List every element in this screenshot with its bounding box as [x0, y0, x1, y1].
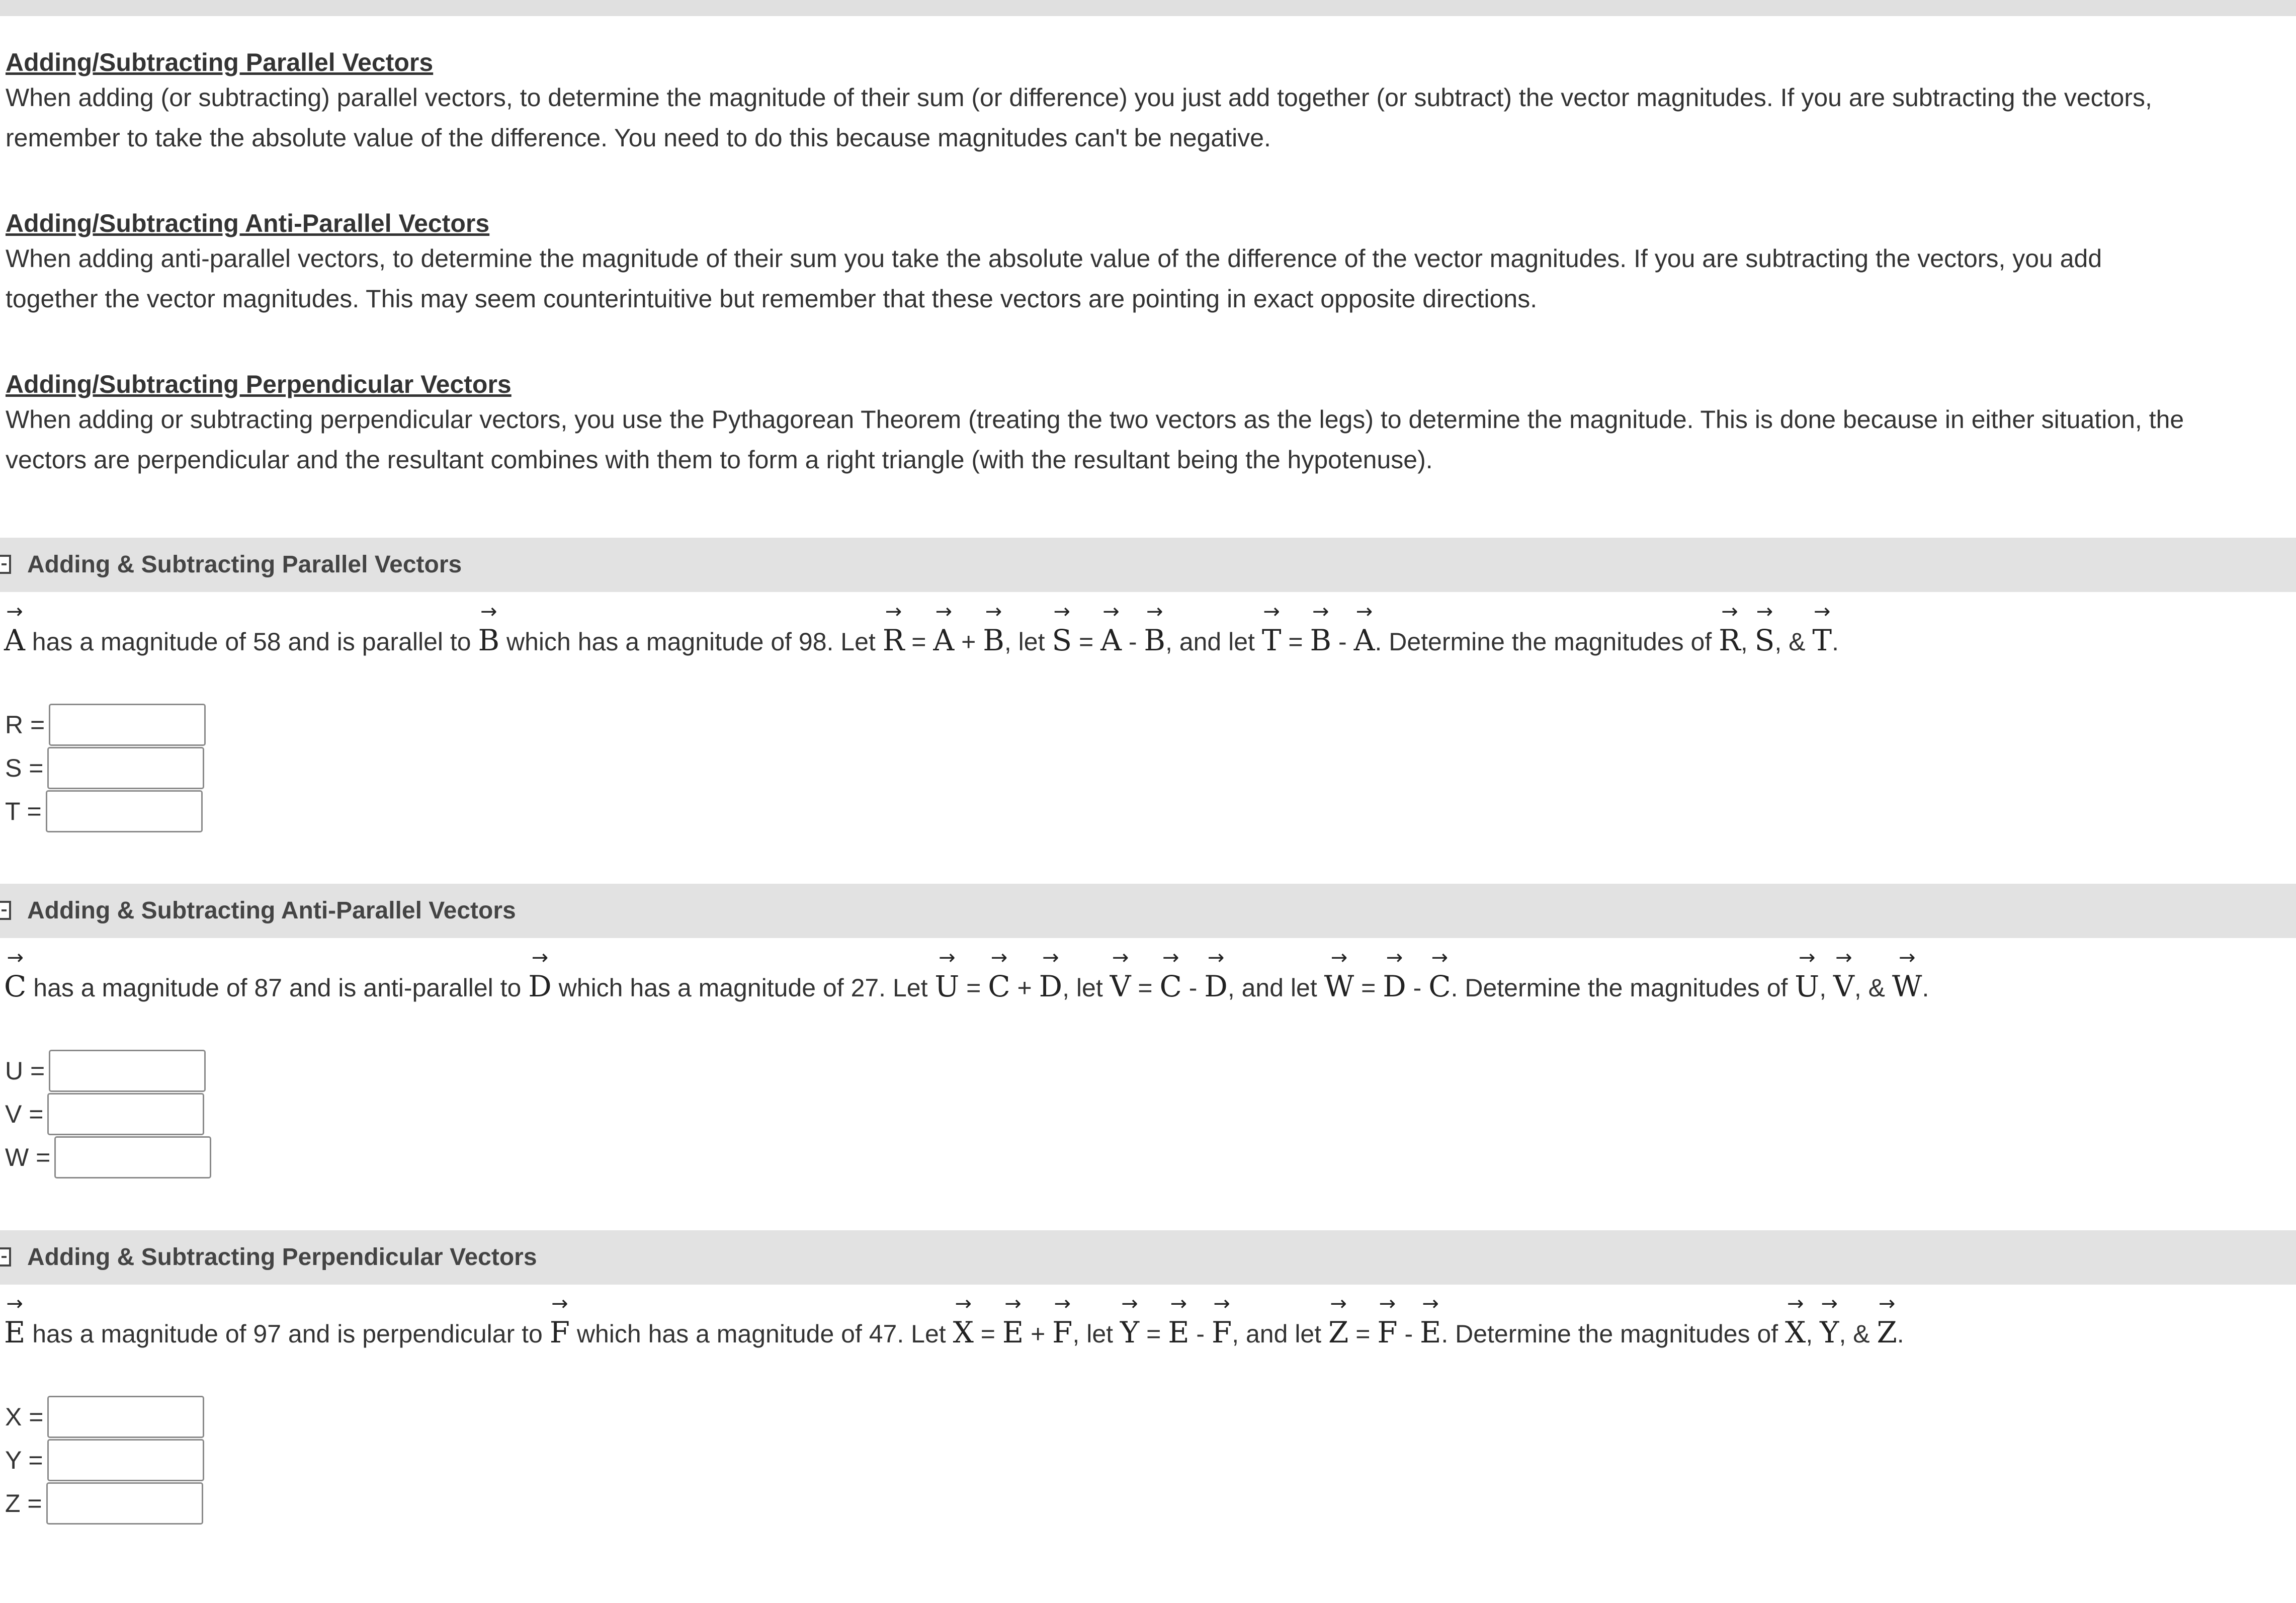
answer-input-y[interactable]: [47, 1439, 204, 1481]
vector-symbol: → U: [934, 969, 959, 1004]
answer-row-y: [5, 1438, 204, 1481]
info-text: When adding anti-parallel vectors, to determine the magnitude of their sum you take the absolute value of the difference of the vector magnitudes. If you are subtracting the vectors, you add: [6, 244, 2102, 273]
section-title: Adding & Subtracting Parallel Vectors: [27, 551, 462, 578]
vector-symbol: → C: [1160, 969, 1182, 1004]
answer-input-s[interactable]: [47, 747, 204, 789]
answer-row-x: [5, 1395, 204, 1438]
vector-symbol: → R: [1719, 623, 1741, 658]
answer-label: X =: [5, 1402, 44, 1431]
vector-symbol: → B: [1310, 623, 1332, 658]
vector-symbol: → S: [1755, 623, 1775, 658]
vector-symbol: → A: [933, 623, 954, 658]
answer-label: Z =: [5, 1489, 42, 1517]
info-perpendicular: [6, 369, 2291, 480]
vector-symbol: → C: [1428, 969, 1451, 1004]
vector-symbol: → V: [1110, 969, 1131, 1004]
vector-symbol: → F: [550, 1315, 570, 1350]
vector-symbol: → E: [1168, 1315, 1189, 1350]
answer-label: U =: [5, 1056, 45, 1085]
collapse-icon[interactable]: [0, 555, 11, 574]
vector-symbol: → F: [1212, 1315, 1232, 1350]
answer-input-z[interactable]: [46, 1482, 203, 1525]
section-header-parallel[interactable]: [0, 538, 2296, 592]
section-header-anti-parallel[interactable]: [0, 884, 2296, 938]
vector-symbol: → Z: [1328, 1315, 1348, 1350]
vector-symbol: → A: [4, 623, 25, 658]
answer-input-w[interactable]: [54, 1136, 211, 1178]
info-text: When adding (or subtracting) parallel vectors, to determine the magnitude of their sum (or difference) you just add together (or subtract) the vector magnitudes. If you are subtracting the vectors,: [6, 83, 2152, 112]
info-heading: Adding/Subtracting Anti-Parallel Vectors: [6, 209, 490, 237]
answer-row-s: [5, 746, 204, 789]
info-heading: Adding/Subtracting Parallel Vectors: [6, 48, 434, 76]
vector-symbol: → A: [1100, 623, 1122, 658]
vector-symbol: → V: [1833, 969, 1854, 1004]
vector-symbol: → F: [1052, 1315, 1072, 1350]
vector-symbol: → D: [1039, 969, 1063, 1004]
vector-symbol: → W: [1324, 969, 1354, 1004]
answer-label: R =: [5, 710, 45, 739]
question-perpendicular: → E has a magnitude of 97 and is perpendicular to → F which has a magnitude of 47. Let → X = → E + → F, let → Y = → E - → F, and let → Z = → F - → E. Determine the magnitudes of → X, → Y, & → Z.: [4, 1315, 1904, 1352]
vector-symbol: → A: [1354, 623, 1375, 658]
info-parallel: [6, 47, 2291, 158]
info-text: remember to take the absolute value of the difference. You need to do this because magnitudes can't be negative.: [6, 124, 1271, 152]
vector-symbol: → T: [1812, 623, 1832, 658]
vector-symbol: → S: [1052, 623, 1072, 658]
answer-input-r[interactable]: [49, 704, 206, 746]
vector-symbol: → D: [1204, 969, 1228, 1004]
vector-symbol: → D: [1383, 969, 1406, 1004]
vector-symbol: → B: [478, 623, 499, 658]
info-heading: Adding/Subtracting Perpendicular Vectors: [6, 370, 512, 398]
top-bar: [0, 0, 2296, 16]
vector-symbol: → F: [1377, 1315, 1397, 1350]
collapse-icon[interactable]: [0, 1247, 11, 1267]
answer-row-v: [5, 1092, 204, 1135]
answer-row-t: [5, 789, 203, 832]
info-text: When adding or subtracting perpendicular vectors, you use the Pythagorean Theorem (treating the two vectors as the legs) to determine the magnitude. This is done because in either situation, the: [6, 405, 2184, 434]
vector-symbol: → Y: [1820, 1315, 1839, 1350]
vector-symbol: → B: [983, 623, 1004, 658]
question-parallel: → A has a magnitude of 58 and is parallel to → B which has a magnitude of 98. Let → R = → A + → B, let → S = → A - → B, and let → T = → B - → A. Determine the magnitudes of → R, → S, & → T.: [4, 623, 1839, 659]
section-title: Adding & Subtracting Perpendicular Vectors: [27, 1244, 537, 1271]
vector-symbol: → W: [1892, 969, 1922, 1004]
vector-symbol: → X: [1785, 1315, 1806, 1350]
info-text: together the vector magnitudes. This may seem counterintuitive but remember that these vectors are pointing in exact opposite directions.: [6, 285, 1538, 313]
answer-label: Y =: [5, 1446, 43, 1474]
collapse-icon[interactable]: [0, 901, 11, 920]
vector-symbol: → E: [1420, 1315, 1441, 1350]
answer-input-v[interactable]: [47, 1093, 204, 1135]
answer-label: T =: [5, 797, 42, 825]
info-anti-parallel: [6, 208, 2291, 319]
info-text: vectors are perpendicular and the resultant combines with them to form a right triangle (with the resultant being the hypotenuse).: [6, 446, 1433, 474]
vector-symbol: → T: [1262, 623, 1282, 658]
answer-row-w: [5, 1135, 211, 1178]
section-title: Adding & Subtracting Anti-Parallel Vectors: [27, 897, 516, 924]
vector-symbol: → B: [1144, 623, 1165, 658]
vector-symbol: → Y: [1120, 1315, 1139, 1350]
answer-row-z: [5, 1481, 203, 1525]
vector-symbol: → R: [883, 623, 905, 658]
vector-symbol: → Z: [1877, 1315, 1897, 1350]
vector-symbol: → E: [4, 1315, 25, 1350]
vector-symbol: → X: [953, 1315, 974, 1350]
answer-row-u: [5, 1049, 206, 1092]
answer-input-u[interactable]: [49, 1050, 206, 1092]
answer-label: W =: [5, 1143, 51, 1171]
answer-label: V =: [5, 1100, 44, 1128]
vector-symbol: → C: [4, 969, 26, 1004]
vector-symbol: → E: [1002, 1315, 1024, 1350]
vector-symbol: → D: [528, 969, 552, 1004]
answer-input-x[interactable]: [47, 1396, 204, 1438]
vector-symbol: → U: [1795, 969, 1819, 1004]
section-header-perpendicular[interactable]: [0, 1230, 2296, 1285]
answer-input-t[interactable]: [46, 790, 203, 832]
vector-symbol: → C: [988, 969, 1010, 1004]
answer-label: S =: [5, 753, 44, 782]
question-anti-parallel: → C has a magnitude of 87 and is anti-parallel to → D which has a magnitude of 27. Let → U = → C + → D, let → V = → C - → D, and let → W = → D - → C. Determine the magnitudes of → U, → V, & → W.: [4, 969, 1929, 1005]
answer-row-r: [5, 703, 206, 746]
